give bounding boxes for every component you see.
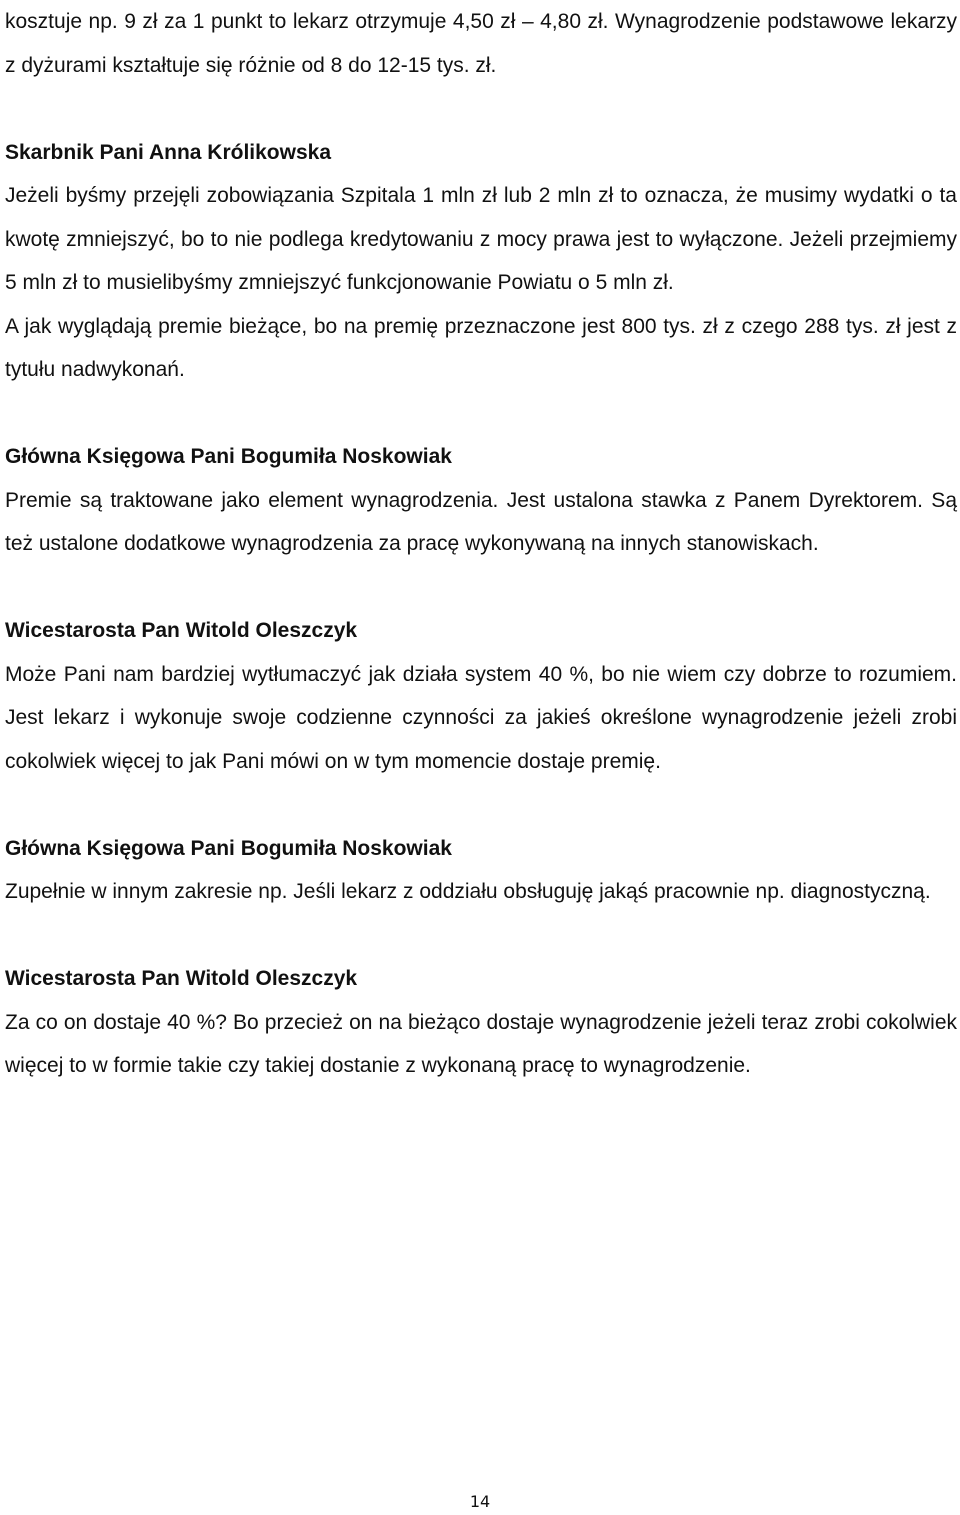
speaker-heading: Skarbnik Pani Anna Królikowska bbox=[5, 140, 331, 164]
speaker-heading: Wicestarosta Pan Witold Oleszczyk bbox=[5, 619, 358, 642]
speaker-heading: Wicestarosta Pan Witold Oleszczyk bbox=[5, 967, 358, 990]
speaker-heading: Główna Księgowa Pani Bogumiła Noskowiak bbox=[5, 836, 452, 860]
paragraph-gap bbox=[5, 566, 957, 610]
paragraph-gap bbox=[5, 87, 957, 131]
speaker-statement: Za co on dostaje 40 %? Bo przecież on na bieżąco dostaje wynagrodzenie jeżeli teraz zrobi cokolwiek więcej to w formie takie czy takiej dostanie z wykonaną pracę to wynagrodzenie. bbox=[5, 1010, 957, 1077]
speaker-heading: Główna Księgowa Pani Bogumiła Noskowiak bbox=[5, 445, 452, 468]
speaker-statement: Może Pani nam bardziej wytłumaczyć jak działa system 40 %, bo nie wiem czy dobrze to rozumiem. Jest lekarz i wykonuje swoje codzienne czynności za jakieś określone wynagrodzenie jeżeli zrobi cokolwiek więcej to jak Pani mówi on w tym momencie dostaje premię. bbox=[5, 662, 957, 773]
paragraph-gap bbox=[5, 914, 957, 958]
paragraph-gap bbox=[5, 783, 957, 827]
paragraph-intro: kosztuje np. 9 zł za 1 punkt to lekarz otrzymuje 4,50 zł – 4,80 zł. Wynagrodzenie podstawowe lekarzy z dyżurami kształtuje się różnie od 8 do 12-15 tys. zł. bbox=[5, 10, 957, 77]
document-page bbox=[5, 0, 957, 1088]
speaker-statement: A jak wyglądają premie bieżące, bo na premię przeznaczone jest 800 tys. zł z czego 288 tys. zł jest z tytułu nadwykonań. bbox=[5, 314, 957, 381]
speaker-statement: Jeżeli byśmy przejęli zobowiązania Szpitala 1 mln zł lub 2 mln zł to oznacza, że musimy wydatki o ta kwotę zmniejszyć, bo to nie podlega kredytowaniu z mocy prawa jest to wyłączone. Jeżeli przejmiemy 5 mln zł to musielibyśmy zmniejszyć funkcjonowanie Powiatu o 5 mln zł. bbox=[5, 184, 957, 294]
speaker-statement: Zupełnie w innym zakresie np. Jeśli lekarz z oddziału obsługuję jakąś pracownie np. diagnostyczną. bbox=[5, 880, 931, 903]
speaker-statement: Premie są traktowane jako element wynagrodzenia. Jest ustalona stawka z Panem Dyrektorem. Są też ustalone dodatkowe wynagrodzenia za pracę wykonywaną na innych stanowiskach. bbox=[5, 488, 957, 555]
paragraph-gap bbox=[5, 392, 957, 436]
page-number: 14 bbox=[469, 1492, 491, 1511]
